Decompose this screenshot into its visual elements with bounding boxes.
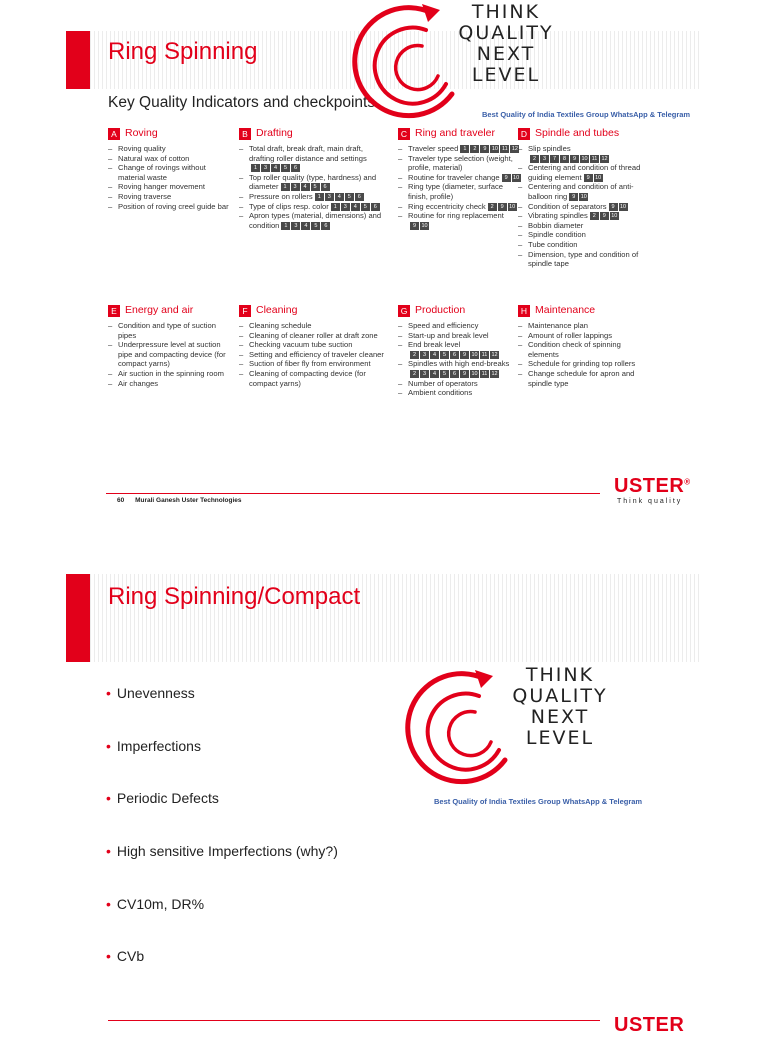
reference-number-badge: 10 bbox=[471, 351, 478, 358]
checkpoint-reference-badges bbox=[281, 222, 330, 230]
checkpoint-item bbox=[108, 202, 233, 212]
checkpoint-text: Spindle condition bbox=[528, 230, 586, 240]
slide-subtitle: Key Quality Indicators and checkpoints bbox=[108, 94, 376, 111]
category-heading bbox=[108, 305, 233, 317]
checkpoint-text: Routine for traveler change bbox=[408, 172, 500, 182]
checkpoint-item bbox=[108, 163, 233, 182]
uster-logo: USTER® bbox=[614, 475, 691, 497]
category-letter-badge: G bbox=[398, 305, 410, 317]
reference-number-badge: 5 bbox=[311, 183, 320, 191]
page-number: 60 bbox=[117, 497, 125, 504]
checkpoint-text: Cleaning of cleaner roller at draft zone bbox=[249, 330, 378, 340]
checkpoint-text: Change schedule for apron and spindle type bbox=[528, 368, 635, 388]
checkpoint-text: Top roller quality (type, hardness) and diameter bbox=[249, 172, 377, 192]
checkpoint-text: Air changes bbox=[118, 378, 159, 388]
checkpoint-text: Roving hanger movement bbox=[118, 182, 205, 192]
list-item: • Imperfections bbox=[106, 737, 201, 754]
reference-number-badge: 9 bbox=[600, 212, 609, 220]
slide-title: Ring Spinning/Compact bbox=[108, 583, 361, 610]
reference-number-badge: 3 bbox=[291, 183, 300, 191]
checkpoint-text: Maintenance plan bbox=[528, 321, 588, 330]
checkpoint-item bbox=[239, 211, 387, 230]
checkpoint-text: Cleaning schedule bbox=[249, 321, 312, 330]
checkpoint-text: Ring type (diameter, surface finish, profile) bbox=[408, 182, 503, 201]
category-title: Spindle and tubes bbox=[535, 127, 620, 140]
checkpoint-reference-badges bbox=[488, 203, 517, 211]
checkpoint-text: Routine for ring replacement bbox=[408, 211, 504, 221]
reference-number-badge: 9 bbox=[584, 174, 593, 182]
checkpoint-item bbox=[108, 379, 233, 389]
reference-number-badge: 12 bbox=[491, 351, 498, 358]
checkpoint-item bbox=[239, 321, 387, 331]
checkpoint-item bbox=[239, 350, 387, 360]
checkpoint-text: Type of clips resp. color bbox=[249, 201, 329, 211]
checkpoint-item bbox=[518, 211, 648, 221]
category-ring-and-traveler bbox=[398, 128, 523, 230]
reference-number-badge: 10 bbox=[595, 174, 602, 181]
reference-number-badge: 1 bbox=[460, 145, 469, 153]
reference-number-badge: 9 bbox=[460, 370, 469, 378]
think-quality-logo-text: THINK QUALITY NEXT LEVEL bbox=[512, 664, 608, 749]
checkpoint-text: Pressure on rollers bbox=[249, 191, 313, 201]
title-accent-bar bbox=[66, 574, 90, 662]
category-spindle-and-tubes bbox=[518, 128, 648, 269]
checkpoint-item bbox=[239, 369, 387, 388]
category-title: Cleaning bbox=[256, 304, 298, 317]
reference-number-badge: 6 bbox=[291, 164, 300, 172]
checkpoint-text: Traveler speed bbox=[408, 144, 459, 153]
reference-number-badge: 10 bbox=[581, 155, 588, 162]
checkpoint-item bbox=[398, 331, 523, 341]
checkpoint-item bbox=[518, 340, 648, 359]
checkpoint-item bbox=[239, 144, 387, 173]
uster-logo: USTER bbox=[614, 1014, 685, 1036]
checkpoint-text: Change of rovings without material waste bbox=[118, 163, 206, 182]
list-item: • High sensitive Imperfections (why?) bbox=[106, 843, 338, 860]
checkpoint-text: Centering and condition of anti-balloon ring bbox=[528, 182, 634, 201]
checkpoint-item bbox=[108, 369, 233, 379]
slide-ring-spinning-compact bbox=[0, 540, 768, 1036]
checkpoint-item bbox=[398, 379, 523, 389]
reference-number-badge: 5 bbox=[281, 164, 290, 172]
checkpoint-reference-badges bbox=[590, 212, 619, 220]
category-heading bbox=[239, 305, 387, 317]
reference-number-badge: 3 bbox=[420, 351, 429, 359]
checkpoint-item bbox=[518, 144, 648, 163]
reference-number-badge: 6 bbox=[355, 193, 364, 201]
reference-number-badge: 10 bbox=[421, 222, 428, 229]
category-title: Maintenance bbox=[535, 304, 596, 317]
category-letter-badge: D bbox=[518, 128, 530, 140]
reference-number-badge: 9 bbox=[410, 222, 419, 230]
checkpoint-item bbox=[108, 154, 233, 164]
reference-number-badge: 6 bbox=[321, 183, 330, 191]
checkpoint-text: Traveler type selection (weight, profile, material) bbox=[408, 153, 513, 173]
slide-title: Ring Spinning bbox=[108, 38, 258, 65]
checkpoint-text: Spindles with high end-breaks bbox=[408, 359, 510, 369]
checkpoint-text: Schedule for grinding top rollers bbox=[528, 359, 636, 369]
checkpoint-text: Roving quality bbox=[118, 144, 166, 153]
reference-number-badge: 2 bbox=[530, 155, 539, 163]
reference-number-badge: 9 bbox=[502, 174, 511, 182]
category-title: Ring and traveler bbox=[415, 127, 495, 140]
category-letter-badge: A bbox=[108, 128, 120, 140]
checkpoint-text: Setting and efficiency of traveler cleaner bbox=[249, 349, 384, 359]
checkpoint-reference-badges bbox=[410, 351, 499, 359]
checkpoint-text: Speed and efficiency bbox=[408, 321, 479, 330]
checkpoint-text: Ambient conditions bbox=[408, 388, 473, 398]
checkpoint-item bbox=[239, 202, 387, 212]
checkpoint-text: Centering and condition of thread guiding element bbox=[528, 163, 641, 182]
checkpoint-reference-badges bbox=[569, 193, 588, 201]
uster-tagline: Think quality bbox=[617, 498, 683, 505]
category-cleaning bbox=[239, 305, 387, 388]
list-item: • Periodic Defects bbox=[106, 790, 219, 807]
reference-number-badge: 12 bbox=[511, 146, 518, 152]
reference-number-badge: 5 bbox=[345, 193, 354, 201]
checkpoint-item bbox=[398, 321, 523, 331]
reference-number-badge: 1 bbox=[251, 164, 260, 172]
checkpoint-text: Dimension, type and condition of spindle tape bbox=[528, 249, 639, 269]
checkpoint-item bbox=[108, 144, 233, 154]
checkpoint-text: Condition check of spinning elements bbox=[528, 340, 621, 359]
reference-number-badge: 3 bbox=[291, 222, 300, 230]
checkpoint-text: Vibrating spindles bbox=[528, 211, 588, 221]
reference-number-badge: 9 bbox=[609, 203, 618, 211]
footer-divider bbox=[106, 493, 600, 494]
checkpoint-item bbox=[518, 240, 648, 250]
reference-number-badge: 6 bbox=[450, 370, 459, 378]
reference-number-badge: 5 bbox=[311, 222, 320, 230]
reference-number-badge: 2 bbox=[470, 145, 479, 153]
reference-number-badge: 8 bbox=[560, 155, 569, 163]
footer-credit bbox=[117, 497, 242, 504]
checkpoint-text: Bobbin diameter bbox=[528, 220, 584, 230]
checkpoint-item bbox=[398, 211, 523, 230]
category-letter-badge: F bbox=[239, 305, 251, 317]
checkpoint-item bbox=[398, 154, 523, 173]
checkpoint-reference-badges bbox=[530, 155, 609, 163]
checkpoint-item bbox=[239, 340, 387, 350]
checkpoint-reference-badges bbox=[584, 174, 603, 182]
category-title: Roving bbox=[125, 127, 158, 140]
checkpoint-item bbox=[398, 388, 523, 398]
reference-number-badge: 4 bbox=[430, 370, 439, 378]
bullet-list bbox=[106, 685, 338, 1001]
think-quality-swirl-logo bbox=[356, 0, 472, 122]
checkpoint-text: Suction of fiber fly from environment bbox=[249, 359, 371, 369]
list-item: • CV10m, DR% bbox=[106, 895, 205, 912]
reference-number-badge: 2 bbox=[488, 203, 497, 211]
watermark-tagline: Best Quality of India Textiles Group WhatsApp & Telegram bbox=[482, 110, 691, 119]
category-title: Production bbox=[415, 304, 466, 317]
reference-number-badge: 2 bbox=[410, 370, 419, 378]
checkpoint-item bbox=[518, 163, 648, 182]
checkpoint-text: Total draft, break draft, main draft, drafting roller distance and settings bbox=[249, 144, 367, 163]
reference-number-badge: 4 bbox=[271, 164, 280, 172]
checkpoint-item bbox=[518, 250, 648, 269]
checkpoint-item bbox=[239, 331, 387, 341]
checkpoint-reference-badges bbox=[331, 203, 380, 211]
category-production bbox=[398, 305, 523, 398]
checkpoint-reference-badges bbox=[609, 203, 628, 211]
reference-number-badge: 9 bbox=[460, 351, 469, 359]
checkpoint-reference-badges bbox=[315, 193, 364, 201]
checkpoint-text: Natural wax of cotton bbox=[118, 153, 190, 163]
footer-divider bbox=[108, 1020, 600, 1021]
category-letter-badge: B bbox=[239, 128, 251, 140]
reference-number-badge: 4 bbox=[335, 193, 344, 201]
reference-number-badge: 5 bbox=[440, 370, 449, 378]
checkpoint-item bbox=[518, 182, 648, 201]
checkpoint-text: Condition and type of suction pipes bbox=[118, 321, 216, 340]
checkpoint-item bbox=[518, 202, 648, 212]
reference-number-badge: 1 bbox=[315, 193, 324, 201]
checkpoint-item bbox=[398, 144, 523, 154]
checkpoint-reference-badges bbox=[460, 145, 519, 153]
reference-number-badge: 9 bbox=[498, 203, 507, 211]
checkpoint-text: Amount of roller lappings bbox=[528, 330, 612, 340]
checkpoint-text: Checking vacuum tube suction bbox=[249, 340, 353, 350]
category-maintenance bbox=[518, 305, 648, 388]
think-quality-logo-text: THINK QUALITY NEXT LEVEL bbox=[458, 1, 554, 86]
reference-number-badge: 9 bbox=[570, 155, 579, 163]
checkpoint-item bbox=[518, 359, 648, 369]
reference-number-badge: 4 bbox=[301, 222, 310, 230]
reference-number-badge: 3 bbox=[261, 164, 270, 172]
checkpoint-item bbox=[398, 182, 523, 201]
watermark-tagline: Best Quality of India Textiles Group WhatsApp & Telegram bbox=[434, 797, 643, 806]
reference-number-badge: 12 bbox=[491, 370, 498, 377]
checkpoint-item bbox=[108, 182, 233, 192]
reference-number-badge: 11 bbox=[591, 155, 598, 162]
reference-number-badge: 9 bbox=[569, 193, 578, 201]
reference-number-badge: 7 bbox=[550, 155, 559, 163]
checkpoint-item bbox=[518, 321, 648, 331]
reference-number-badge: 1 bbox=[281, 222, 290, 230]
category-title: Energy and air bbox=[125, 304, 194, 317]
checkpoint-item bbox=[239, 173, 387, 192]
checkpoint-text: Air suction in the spinning room bbox=[118, 368, 224, 378]
reference-number-badge: 10 bbox=[580, 193, 587, 200]
list-item: • CVb bbox=[106, 948, 145, 965]
reference-number-badge: 4 bbox=[430, 351, 439, 359]
checkpoint-item bbox=[518, 221, 648, 231]
reference-number-badge: 2 bbox=[590, 212, 599, 220]
reference-number-badge: 6 bbox=[371, 203, 380, 211]
reference-number-badge: 5 bbox=[361, 203, 370, 211]
checkpoint-text: Start-up and break level bbox=[408, 330, 489, 340]
checkpoint-item bbox=[398, 359, 523, 378]
reference-number-badge: 10 bbox=[491, 146, 498, 152]
reference-number-badge: 11 bbox=[502, 146, 508, 152]
think-quality-swirl-logo bbox=[408, 662, 526, 788]
checkpoint-text: Condition of separators bbox=[528, 201, 607, 211]
checkpoint-item bbox=[398, 173, 523, 183]
reference-number-badge: 10 bbox=[619, 203, 627, 210]
category-heading bbox=[518, 128, 648, 140]
category-title: Drafting bbox=[256, 127, 293, 140]
reference-number-badge: 5 bbox=[440, 351, 449, 359]
checkpoint-reference-badges bbox=[410, 370, 499, 378]
checkpoint-item bbox=[108, 321, 233, 340]
category-letter-badge: C bbox=[398, 128, 410, 140]
checkpoint-text: Roving traverse bbox=[118, 191, 172, 201]
checkpoint-item bbox=[239, 192, 387, 202]
reference-number-badge: 2 bbox=[410, 351, 419, 359]
reference-number-badge: 10 bbox=[513, 174, 520, 181]
reference-number-badge: 11 bbox=[481, 370, 488, 377]
reference-number-badge: 10 bbox=[509, 203, 516, 210]
title-accent-bar bbox=[66, 31, 90, 89]
reference-number-badge: 1 bbox=[281, 183, 290, 191]
checkpoint-reference-badges bbox=[281, 183, 330, 191]
checkpoint-item bbox=[398, 202, 523, 212]
reference-number-badge: 11 bbox=[481, 351, 488, 358]
reference-number-badge: 4 bbox=[301, 183, 310, 191]
category-letter-badge: H bbox=[518, 305, 530, 317]
checkpoint-item bbox=[108, 192, 233, 202]
reference-number-badge: 10 bbox=[611, 213, 618, 220]
reference-number-badge: 3 bbox=[420, 370, 429, 378]
checkpoint-reference-badges bbox=[251, 164, 300, 172]
reference-number-badge: 1 bbox=[331, 203, 340, 211]
category-heading bbox=[108, 128, 233, 140]
footer-author: Murali Ganesh Uster Technologies bbox=[135, 497, 242, 504]
checkpoint-text: Number of operators bbox=[408, 378, 478, 388]
reference-number-badge: 6 bbox=[321, 222, 330, 230]
checkpoint-item bbox=[518, 369, 648, 388]
category-letter-badge: E bbox=[108, 305, 120, 317]
category-energy-and-air bbox=[108, 305, 233, 388]
reference-number-badge: 4 bbox=[351, 203, 360, 211]
checkpoint-text: Underpressure level at suction pipe and compacting device (for compact yarns) bbox=[118, 340, 226, 369]
reference-number-badge: 3 bbox=[325, 193, 334, 201]
category-heading bbox=[239, 128, 387, 140]
category-heading bbox=[518, 305, 648, 317]
category-roving bbox=[108, 128, 233, 211]
list-item: • Unevenness bbox=[106, 685, 195, 701]
reference-number-badge: 9 bbox=[480, 145, 489, 153]
checkpoint-item bbox=[398, 340, 523, 359]
checkpoint-text: Cleaning of compacting device (for compact yarns) bbox=[249, 368, 366, 388]
checkpoint-text: Position of roving creel guide bar bbox=[118, 201, 229, 211]
checkpoint-text: Slip spindles bbox=[528, 144, 571, 153]
category-heading bbox=[398, 128, 523, 140]
category-drafting bbox=[239, 128, 387, 230]
checkpoint-reference-badges bbox=[410, 222, 429, 230]
reference-number-badge: 3 bbox=[540, 155, 549, 163]
checkpoint-text: Tube condition bbox=[528, 239, 578, 249]
reference-number-badge: 3 bbox=[341, 203, 350, 211]
checkpoint-text: Ring eccentricity check bbox=[408, 201, 486, 211]
checkpoint-item bbox=[239, 359, 387, 369]
reference-number-badge: 6 bbox=[450, 351, 459, 359]
checkpoint-item bbox=[518, 331, 648, 341]
checkpoint-item bbox=[108, 340, 233, 369]
reference-number-badge: 10 bbox=[471, 370, 478, 377]
checkpoint-text: End break level bbox=[408, 340, 461, 350]
checkpoint-text: Apron types (material, dimensions) and condition bbox=[249, 211, 382, 230]
reference-number-badge: 12 bbox=[601, 155, 608, 162]
checkpoint-item bbox=[518, 230, 648, 240]
category-heading bbox=[398, 305, 523, 317]
